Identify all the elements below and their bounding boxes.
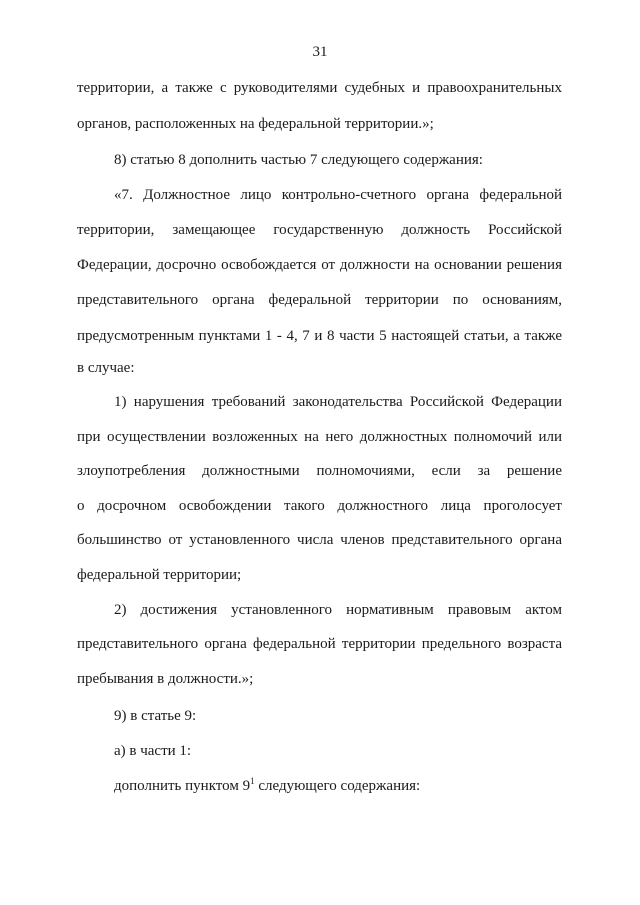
- text-line: злоупотребления должностными полномочиями, если за решение: [77, 463, 562, 479]
- text-line: пребывания в должности.»;: [77, 671, 254, 687]
- text-line: территории, а также с руководителями судебных и правоохранительных: [77, 80, 562, 96]
- text-line: о досрочном освобождении такого должностного лица проголосует: [77, 498, 562, 514]
- text-line: в случае:: [77, 360, 135, 376]
- text-line: Федерации, досрочно освобождается от должности на основании решения: [77, 257, 562, 273]
- text-line: «7. Должностное лицо контрольно-счетного органа федеральной: [114, 187, 562, 203]
- text-fragment: следующего содержания:: [254, 778, 421, 794]
- text-line: представительного органа федеральной территории по основаниям,: [77, 292, 562, 308]
- text-line: [114, 776, 562, 796]
- superscript: 1: [250, 776, 255, 786]
- text-line: а) в части 1:: [114, 743, 192, 759]
- text-line: представительного органа федеральной территории предельного возраста: [77, 636, 562, 652]
- text-line: большинство от установленного числа членов представительного органа: [77, 532, 562, 548]
- text-line: 1) нарушения требований законодательства Российской Федерации: [114, 394, 562, 410]
- page-number: 31: [312, 44, 328, 60]
- text-line: при осуществлении возложенных на него должностных полномочий или: [77, 429, 562, 445]
- text-line: федеральной территории;: [77, 567, 242, 583]
- text-fragment: дополнить пунктом 9: [114, 778, 251, 794]
- text-line: 9) в статье 9:: [114, 708, 197, 724]
- text-line: органов, расположенных на федеральной территории.»;: [77, 116, 434, 132]
- text-line: 8) статью 8 дополнить частью 7 следующего содержания:: [114, 152, 483, 168]
- text-line: предусмотренным пунктами 1 - 4, 7 и 8 части 5 настоящей статьи, а также: [77, 328, 562, 344]
- text-line: территории, замещающее государственную должность Российской: [77, 222, 562, 238]
- text-line: 2) достижения установленного нормативным правовым актом: [114, 602, 562, 618]
